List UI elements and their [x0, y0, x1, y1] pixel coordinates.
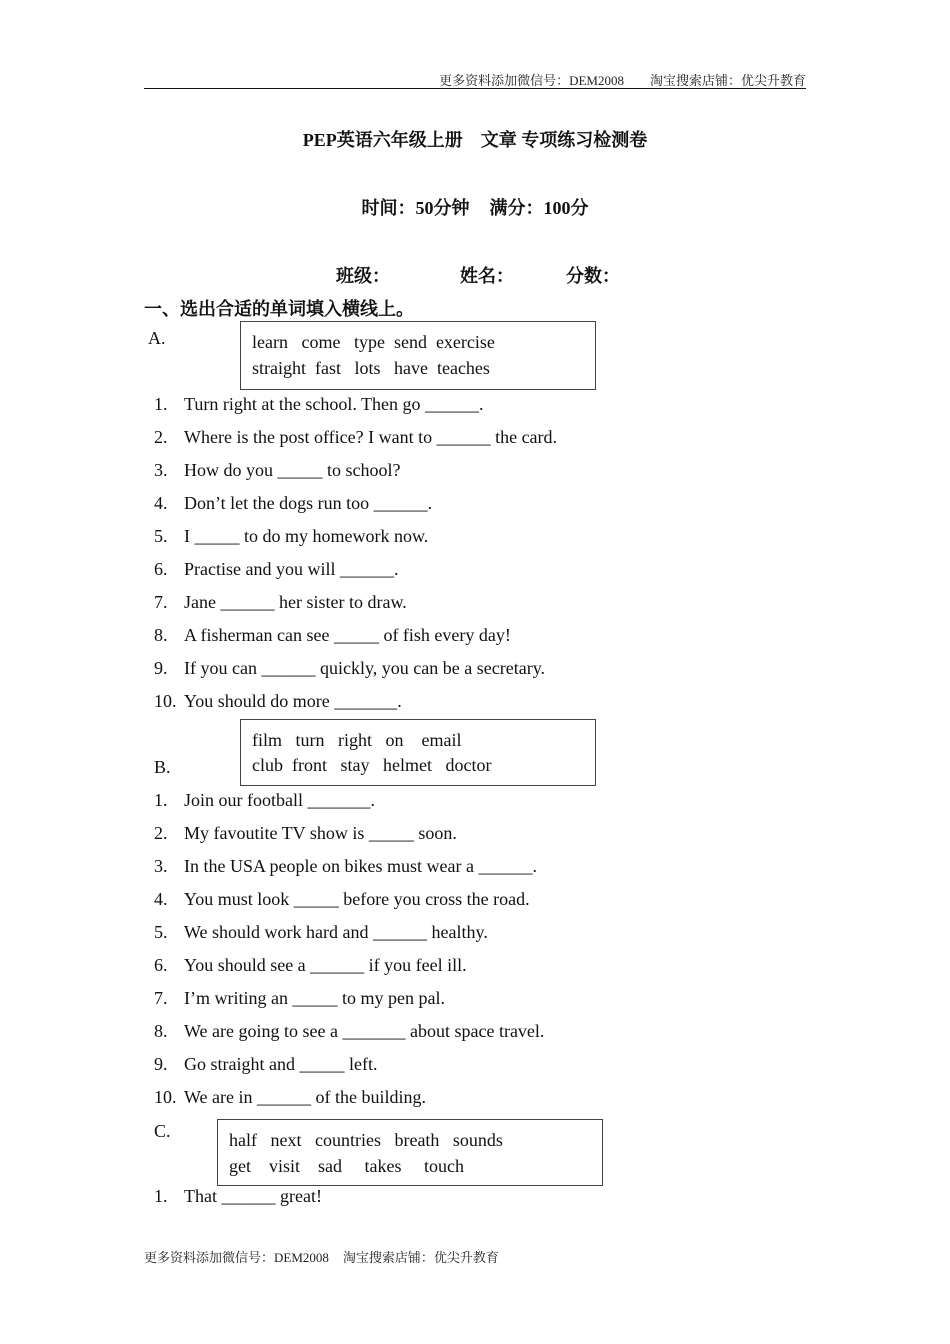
- grade-label: 分数：: [566, 266, 620, 286]
- question-item: 8. We are going to see a _______ about space travel.: [154, 1021, 545, 1041]
- exam-time: 时间：50分钟: [361, 198, 470, 218]
- page-title: [0, 126, 950, 152]
- question-item: 2. Where is the post office? I want to ______ the card.: [154, 427, 558, 447]
- class-label: 班级：: [336, 266, 390, 286]
- question-item: 4. You must look _____ before you cross the road.: [154, 889, 530, 909]
- page-header: [439, 70, 806, 89]
- footer-wechat: 更多资料添加微信号：DEM2008: [144, 1250, 329, 1265]
- question-item: 7. Jane ______ her sister to draw.: [154, 592, 407, 612]
- header-wechat: 更多资料添加微信号：DEM2008: [439, 73, 624, 88]
- section-title: 一、选出合适的单词填入横线上。: [144, 299, 414, 319]
- header-divider: [144, 88, 806, 89]
- word-box-row: straight fast lots have teaches: [252, 358, 490, 378]
- title-main: PEP英语六年级上册: [302, 130, 463, 150]
- word-box-row: get visit sad takes touch: [229, 1156, 464, 1176]
- question-item: 7. I’m writing an _____ to my pen pal.: [154, 988, 445, 1008]
- word-box-row: film turn right on email: [252, 730, 462, 750]
- question-item: 3. How do you _____ to school?: [154, 460, 401, 480]
- question-item: 5. We should work hard and ______ healthy.: [154, 922, 488, 942]
- question-item: 9. If you can ______ quickly, you can be a secretary.: [154, 658, 546, 678]
- question-item: 9. Go straight and _____ left.: [154, 1054, 378, 1074]
- exam-info: [0, 194, 950, 220]
- exam-score: 满分：100分: [489, 198, 589, 218]
- question-item: 5. I _____ to do my homework now.: [154, 526, 429, 546]
- word-box-row: half next countries breath sounds: [229, 1130, 503, 1150]
- word-box-row: learn come type send exercise: [252, 332, 495, 352]
- name-label: 姓名：: [460, 266, 514, 286]
- question-item: 10. You should do more _______.: [154, 691, 402, 711]
- footer-taobao: 淘宝搜索店铺：优尖升教育: [342, 1250, 499, 1265]
- question-item: 10. We are in ______ of the building.: [154, 1087, 426, 1107]
- question-item: 3. In the USA people on bikes must wear a ______.: [154, 856, 537, 876]
- question-item: 6. You should see a ______ if you feel ill.: [154, 955, 467, 975]
- student-info-line: [336, 262, 620, 288]
- part-b-label: B.: [154, 757, 171, 777]
- part-a-label: A.: [148, 328, 166, 348]
- part-c-word-box: [217, 1119, 603, 1186]
- question-item: 8. A fisherman can see _____ of fish every day!: [154, 625, 511, 645]
- part-a-word-box: [240, 321, 596, 390]
- question-item: 2. My favoutite TV show is _____ soon.: [154, 823, 457, 843]
- question-item: 1. Join our football _______.: [154, 790, 375, 810]
- word-box-row: club front stay helmet doctor: [252, 755, 492, 775]
- part-c-label: C.: [154, 1121, 171, 1141]
- question-item: 6. Practise and you will ______.: [154, 559, 399, 579]
- question-item: 1. Turn right at the school. Then go ______.: [154, 394, 484, 414]
- page-footer: [144, 1247, 499, 1266]
- title-topic: 文章 专项练习检测卷: [480, 130, 648, 150]
- question-item: 4. Don’t let the dogs run too ______.: [154, 493, 433, 513]
- header-taobao: 淘宝搜索店铺：优尖升教育: [649, 73, 806, 88]
- question-item: 1. That ______ great!: [154, 1186, 322, 1206]
- part-b-word-box: [240, 719, 596, 786]
